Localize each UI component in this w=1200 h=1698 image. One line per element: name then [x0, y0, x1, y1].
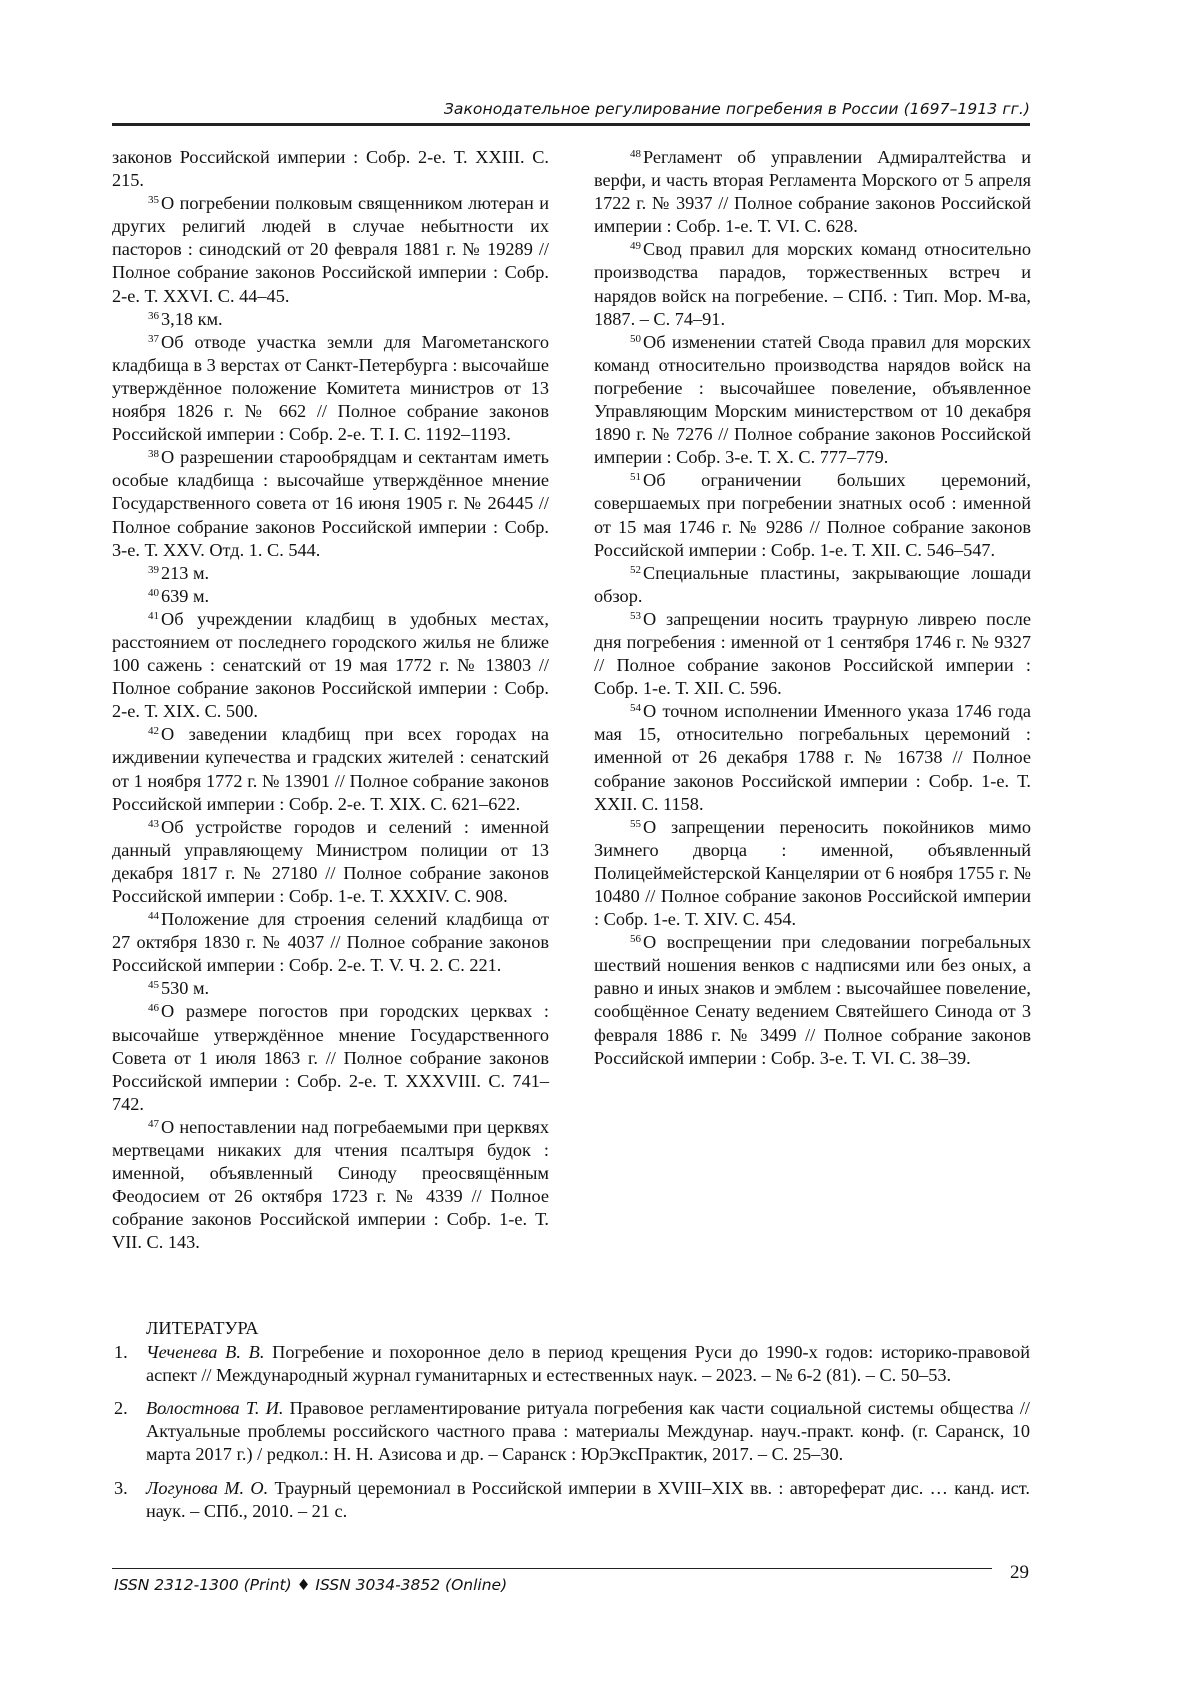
footnote-52 — [594, 562, 1031, 608]
footnote-text: Положение для строения селений кладбища от 27 октября 1830 г. № 4037 // Полное собрание законов Российской империи : Собр. 2-е. Т. V. Ч. 2. С. 221. — [112, 909, 549, 976]
footnote-number: 40 — [148, 586, 159, 599]
footnote-number: 51 — [630, 471, 641, 484]
footer-rule — [112, 1568, 992, 1569]
footnote-44 — [112, 908, 549, 977]
footnote-text: 213 м. — [161, 562, 210, 583]
footnote-text: О погребении полковым священником лютеран и других религий людей в случае небытности их пасторов : синодский от 20 февраля 1881 г. № 19289 // Полное собрание законов Российской империи : Собр. 2-е. Т. XXVI. С. 44–45. — [112, 193, 549, 306]
footnote-text: Регламент об управлении Адмиралтейства и верфи, и часть вторая Регламента Морского от 5 апреля 1722 г. № 3937 // Полное собрание законов Российской империи : Собр. 1-е. Т. VI. С. 628. — [594, 147, 1031, 237]
footnote-45 — [112, 977, 549, 1000]
footnote-number: 49 — [630, 240, 641, 253]
right-column — [594, 146, 1031, 1070]
footnote-number: 44 — [148, 910, 159, 923]
reference-text: Правовое регламентирование ритуала погребения как части социальной системы общества // Актуальные проблемы российского частного права : материалы Междунар. науч.-практ. конф. (г. Саранск, 10 марта 2017 г.) / редкол.: Н. Н. Азисова и др. – Саранск : ЮрЭксПрактик, 2017. – С. 25–30. — [146, 1398, 1030, 1465]
footnote-number: 55 — [630, 817, 641, 830]
references-title: ЛИТЕРАТУРА — [146, 1318, 259, 1338]
footnote-number: 41 — [148, 609, 159, 622]
footnote-text: 639 м. — [161, 585, 210, 606]
footnote-number: 36 — [148, 309, 159, 322]
footnote-text: Свод правил для морских команд относительно производства парадов, торжественных встреч и нарядов войск на погребение. – СПб. : Тип. Мор. М-ва, 1887. – С. 74–91. — [594, 239, 1031, 329]
footnote-text: О размере погостов при городских церквах : высочайше утверждённое мнение Государственного Совета от 1 июля 1863 г. // Полное собрание законов Российской империи : Собр. 2-е. Т. XXXVIII. С. 741–742. — [112, 1001, 549, 1114]
reference-item — [112, 1341, 1030, 1387]
footnote-41 — [112, 608, 549, 723]
reference-text: Траурный церемониал в Российской империи в XVIII–XIX вв. : автореферат дис. … канд. ист. наук. – СПб., 2010. – 21 с. — [146, 1477, 1030, 1521]
footnote-39 — [112, 562, 549, 585]
footnote-55 — [594, 816, 1031, 931]
footnote-number: 43 — [148, 817, 159, 830]
reference-item — [112, 1397, 1030, 1466]
footnote-42 — [112, 723, 549, 815]
footnote-text: О заведении кладбищ при всех городах на иждивении купечества и градских жителей : сенатский от 1 ноября 1772 г. № 13901 // Полное собрание законов Российской империи : Собр. 2-е. Т. XIX. С. 621–622. — [112, 724, 549, 814]
footnote-35 — [112, 192, 549, 307]
footnote-text: 3,18 км. — [161, 308, 223, 329]
footnote-text: Специальные пластины, закрывающие лошади обзор. — [594, 562, 1031, 606]
footnote-number: 47 — [148, 1117, 159, 1130]
footnote-53 — [594, 608, 1031, 700]
footnote-text: Об изменении статей Свода правил для морских команд относительно производства нарядов войск на погребение : высочайшее повеление, объявленное Управляющим Морским министерством от 10 декабря 1890 г. № 7276 // Полное собрание законов Российской империи : Собр. 3-е. Т. X. С. 777–779. — [594, 331, 1031, 468]
footnote-text: 530 м. — [161, 978, 210, 999]
running-title: Законодательное регулирование погребения в России (1697–1913 гг.) — [443, 100, 1030, 118]
footnote-56 — [594, 931, 1031, 1070]
reference-number: 3. — [114, 1477, 128, 1498]
footnote-36 — [112, 308, 549, 331]
reference-number: 2. — [114, 1398, 128, 1419]
footnote-number: 53 — [630, 609, 641, 622]
footnote-number: 52 — [630, 563, 641, 576]
footnote-text: Об ограничении больших церемоний, совершаемых при погребении знатных особ : именной от 15 мая 1746 г. № 9286 // Полное собрание законов Российской империи : Собр. 1-е. Т. XII. С. 546–547. — [594, 470, 1031, 560]
left-column — [112, 146, 549, 1255]
reference-author: Чеченева В. В. — [146, 1342, 265, 1363]
footnote-43 — [112, 816, 549, 908]
footnote-38 — [112, 446, 549, 561]
header-rule — [112, 123, 1030, 126]
issn-line: ISSN 2312-1300 (Print) ♦ ISSN 3034-3852 (Online) — [114, 1576, 508, 1594]
footnote-46 — [112, 1000, 549, 1115]
footnote-number: 35 — [148, 194, 159, 207]
reference-author: Логунова М. О. — [146, 1477, 269, 1498]
references-section — [112, 1317, 1030, 1533]
footnote-text: О воспрещении при следовании погребальных шествий ношения венков с надписями или без оных, а равно и иных знаков и эмблем : высочайшее повеление, сообщённое Сенату ведением Святейшего Синода от 3 февраля 1886 г. № 3499 // Полное собрание законов Российской империи : Собр. 3-е. Т. VI. С. 38–39. — [594, 932, 1031, 1068]
continued-footnote: законов Российской империи : Собр. 2-е. Т. XXIII. С. 215. — [112, 147, 549, 191]
footnote-number: 39 — [148, 563, 159, 576]
footnote-text: Об устройстве городов и селений : именной данный управляющему Министром полиции от 13 декабря 1817 г. № 27180 // Полное собрание законов Российской империи : Собр. 1-е. Т. XXXIV. С. 908. — [112, 816, 549, 906]
reference-number: 1. — [114, 1342, 128, 1363]
footnote-text: О запрещении переносить покойников мимо Зимнего дворца : именной, объявленный Полицеймейстерской Канцелярии от 6 ноября 1755 г. № 10480 // Полное собрание законов Российской империи : Собр. 1-е. Т. XIV. С. 454. — [594, 816, 1031, 930]
footnote-49 — [594, 238, 1031, 330]
footnote-number: 48 — [630, 148, 641, 160]
footnote-number: 42 — [148, 725, 159, 738]
footnote-40 — [112, 585, 549, 608]
reference-text: Погребение и похоронное дело в период крещения Руси до 1990-х годов: историко-правовой аспект // Международный журнал гуманитарных и естественных наук. – 2023. – № 6-2 (81). – С. 50–53. — [146, 1342, 1031, 1386]
footnote-number: 37 — [148, 332, 159, 345]
footnote-number: 54 — [630, 702, 641, 715]
footnote-37 — [112, 331, 549, 446]
reference-author: Волостнова Т. И. — [146, 1398, 284, 1419]
page-number: 29 — [1010, 1562, 1029, 1583]
footnote-text: О разрешении старообрядцам и сектантам иметь особые кладбища : высочайше утверждённое мнение Государственного совета от 16 июня 1905 г. № 26445 // Полное собрание законов Российской империи : Собр. 3-е. Т. XXV. Отд. 1. С. 544. — [112, 447, 549, 560]
footnote-number: 38 — [148, 448, 159, 461]
footnote-number: 50 — [630, 332, 641, 345]
footnote-text: Об отводе участка земли для Магометанского кладбища в 3 верстах от Санкт-Петербурга : высочайше утверждённое положение Комитета министров от 13 ноября 1826 г. № 662 // Полное собрание законов Российской империи : Собр. 2-е. Т. I. С. 1192–1193. — [112, 331, 549, 445]
footnote-48 — [594, 146, 1031, 238]
footnote-54 — [594, 700, 1031, 815]
footnote-number: 45 — [148, 979, 159, 992]
footnote-text: О непоставлении над погребаемыми при церквях мертвецами никаких для чтения псалтыря будок : именной, объявленный Синоду преосвящённым Феодосием от 26 октября 1723 г. № 4339 // Полное собрание законов Российской империи : Собр. 1-е. Т. VII. С. 143. — [112, 1116, 549, 1253]
footnote-text: О запрещении носить траурную ливрею после дня погребения : именной от 1 сентября 1746 г. № 9327 // Полное собрание законов Российской империи : Собр. 1-е. Т. XII. С. 596. — [594, 608, 1031, 699]
footnote-number: 56 — [630, 933, 641, 946]
footnote-number: 46 — [148, 1002, 159, 1015]
footnote-50 — [594, 331, 1031, 470]
footnote-47 — [112, 1116, 549, 1255]
footnote-text: О точном исполнении Именного указа 1746 года мая 15, относительно погребальных церемоний : именной от 26 декабря 1788 г. № 16738 // Полное собрание законов Российской империи : Собр. 1-е. Т. XXII. С. 1158. — [594, 701, 1031, 814]
footnote-text: Об учреждении кладбищ в удобных местах, расстоянием от последнего городского жилья не ближе 100 сажень : сенатский от 19 мая 1772 г. № 13803 // Полное собрание законов Российской империи : Собр. 2-е. Т. XIX. С. 500. — [112, 608, 549, 722]
reference-item — [112, 1477, 1030, 1523]
footnote-51 — [594, 469, 1031, 561]
